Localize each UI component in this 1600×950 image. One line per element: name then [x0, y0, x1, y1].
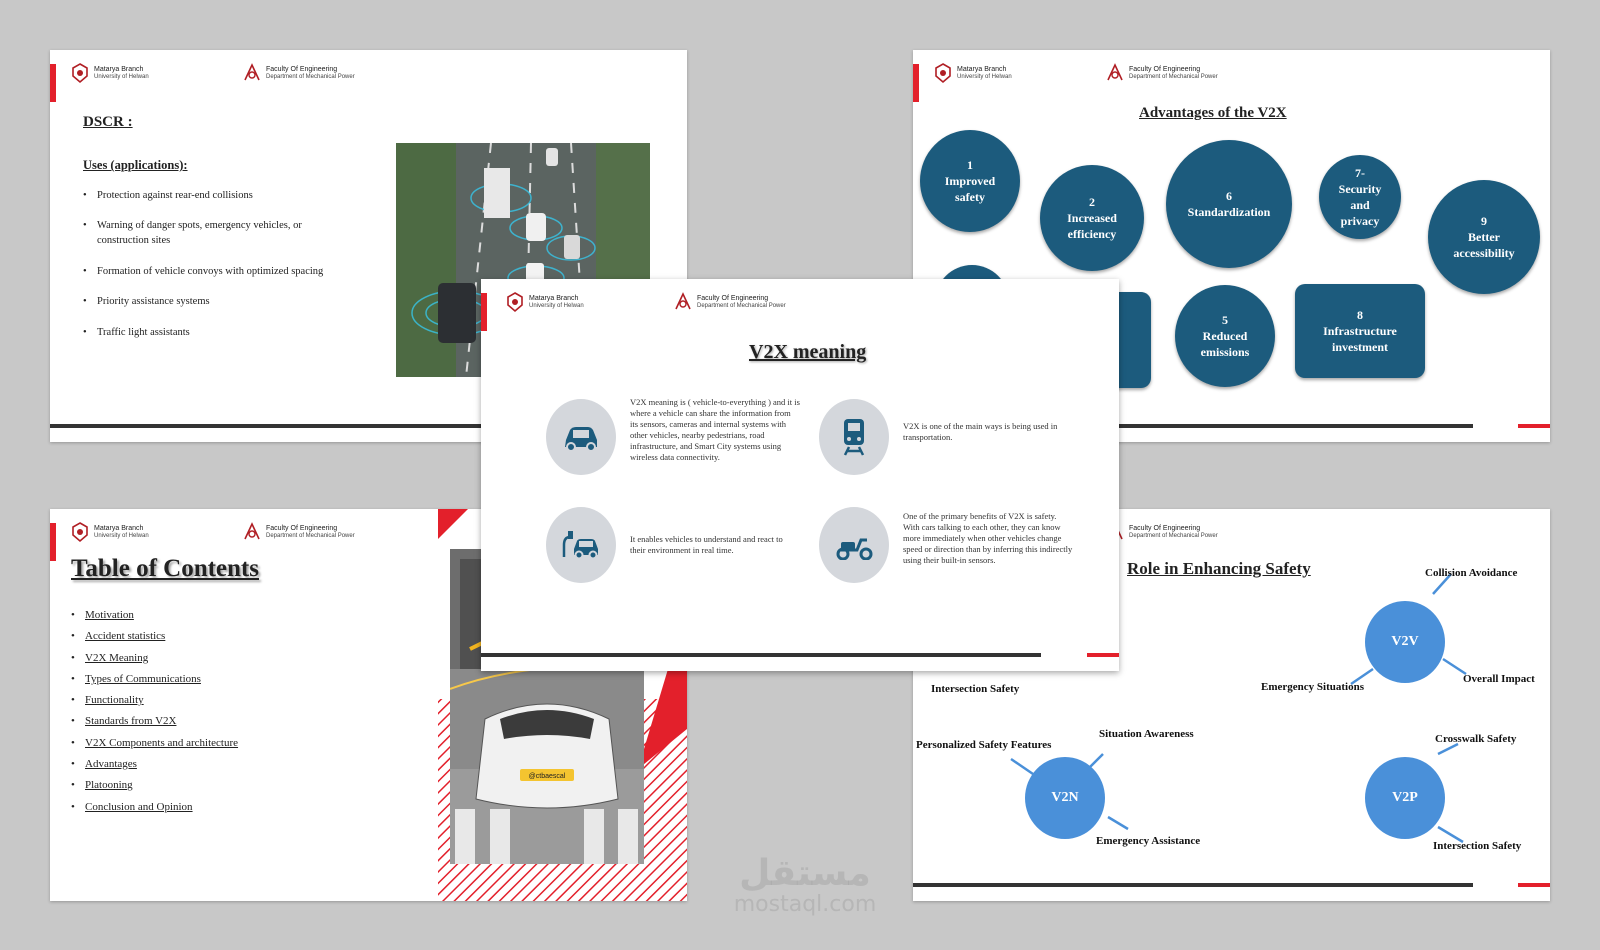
- accent-bar: [481, 293, 487, 331]
- list-item: Protection against rear-end collisions: [97, 190, 253, 201]
- university-emblem-icon: [505, 291, 525, 313]
- slide-title: DSCR :: [83, 114, 133, 130]
- circle-text: Reduced: [1202, 329, 1248, 343]
- branding-line: University of Helwan: [529, 302, 584, 309]
- slide-title: Advantages of the V2X: [1139, 105, 1287, 121]
- circle-text: 5: [1222, 313, 1228, 327]
- v2v-node: V2V: [1365, 601, 1445, 683]
- circle-text: efficiency: [1067, 227, 1117, 241]
- faculty-logo: [242, 62, 355, 84]
- branding-line: University of Helwan: [94, 532, 149, 539]
- train-icon-circle: [819, 399, 889, 475]
- list-item: Priority assistance systems: [97, 296, 210, 307]
- train-icon: [839, 417, 869, 457]
- toc-item[interactable]: [71, 775, 238, 796]
- circle-text: 6: [1226, 189, 1232, 203]
- university-emblem-icon: [70, 521, 90, 543]
- role-label: Situation Awareness: [1099, 728, 1194, 740]
- circle-text: Increased: [1067, 211, 1117, 225]
- list-item: Traffic light assistants: [97, 327, 190, 338]
- list-item: Warning of danger spots, emergency vehicles, or: [97, 220, 302, 231]
- toc-link[interactable]: Types of Communications: [85, 672, 201, 685]
- box-text: investment: [1332, 340, 1388, 354]
- bullet: •: [83, 220, 87, 231]
- v2n-node: V2N: [1025, 757, 1105, 839]
- circle-text: 2: [1089, 195, 1095, 209]
- role-label: Emergency Assistance: [1096, 835, 1201, 847]
- car-icon: [560, 422, 602, 452]
- circle-text: Standardization: [1187, 205, 1271, 219]
- university-emblem-icon: [70, 62, 90, 84]
- slide-title: V2X meaning: [749, 341, 867, 363]
- faculty-logo: [242, 521, 355, 543]
- faculty-emblem-icon: [673, 291, 693, 313]
- branding-line: Faculty Of Engineering: [266, 524, 338, 532]
- toc-item[interactable]: [71, 711, 238, 732]
- meaning-desc: V2X is one of the main ways is being used in transportation.: [903, 421, 1058, 442]
- toc-link[interactable]: V2X Meaning: [85, 651, 149, 664]
- circle-text: 9: [1481, 214, 1487, 228]
- circle-text: emissions: [1200, 345, 1250, 359]
- ev-charging-icon: [560, 527, 602, 563]
- branding-line: Department of Mechanical Power: [1129, 532, 1218, 539]
- slide-title: Role in Enhancing Safety: [1127, 559, 1311, 578]
- circle-text: Better: [1468, 230, 1500, 244]
- footer-accent: [1087, 653, 1119, 657]
- toc-item[interactable]: [71, 733, 238, 754]
- v2p-node: V2P: [1365, 757, 1445, 839]
- toc-item[interactable]: [71, 754, 238, 775]
- meaning-desc: It enables vehicles to understand and react to their environment in real time.: [630, 534, 783, 555]
- university-logo: [70, 62, 149, 84]
- advantage-circle: [1319, 155, 1401, 239]
- branding-line: Matarya Branch: [957, 65, 1007, 73]
- toc-item[interactable]: [71, 605, 238, 626]
- faculty-emblem-icon: [242, 62, 262, 84]
- branding-line: University of Helwan: [957, 73, 1012, 80]
- role-label: Intersection Safety: [1433, 840, 1522, 852]
- role-label: Collision Avoidance: [1425, 567, 1518, 579]
- circle-text: Security: [1338, 182, 1382, 196]
- university-emblem-icon: [933, 62, 953, 84]
- circle-text: privacy: [1340, 214, 1380, 228]
- toc-item[interactable]: [71, 797, 238, 818]
- toc-item[interactable]: [71, 669, 238, 690]
- advantage-circle: [1428, 180, 1540, 294]
- circle-text: safety: [955, 190, 985, 204]
- faculty-emblem-icon: [1105, 62, 1125, 84]
- branding-line: Matarya Branch: [94, 65, 144, 73]
- bullet: •: [83, 190, 87, 201]
- meaning-desc: V2X meaning is ( vehicle-to-everything ) and it is where a vehicle can share the information from its sensors, cameras and internal systems with other vehicles, nearby pedestrians, road infrastructure, and Smart City systems using wireless data connectivity.: [630, 397, 800, 462]
- accent-bar: [50, 64, 56, 102]
- advantage-circle: [920, 130, 1020, 232]
- car-icon-circle: [546, 399, 616, 475]
- accent-bar: [50, 523, 56, 561]
- advantage-circle: [1040, 165, 1144, 271]
- slide-subtitle: Uses (applications):: [83, 158, 188, 172]
- university-logo: [933, 62, 1012, 84]
- toc-item[interactable]: [71, 626, 238, 647]
- branding-line: Faculty Of Engineering: [266, 65, 338, 73]
- toc-link[interactable]: Accident statistics: [85, 630, 166, 643]
- toc-link[interactable]: Platooning: [85, 779, 133, 792]
- watermark: [700, 855, 910, 917]
- slide-meaning: [481, 279, 1119, 671]
- faculty-logo: [1105, 62, 1218, 84]
- watermark-latin: mostaql.com: [733, 892, 877, 917]
- role-label: Overall Impact: [1463, 673, 1535, 685]
- branding-line: Matarya Branch: [529, 294, 579, 302]
- circle-text: 1: [967, 158, 973, 172]
- footer-line: [481, 653, 1041, 657]
- branding-line: Matarya Branch: [94, 524, 144, 532]
- toc-list: [71, 605, 238, 818]
- footer-line: [913, 883, 1473, 887]
- bullet: •: [83, 296, 87, 307]
- branding-line: Faculty Of Engineering: [1129, 65, 1201, 73]
- role-label: Personalized Safety Features: [916, 739, 1052, 751]
- ev-icon-circle: [546, 507, 616, 583]
- advantage-circle: [1175, 285, 1275, 387]
- toc-link[interactable]: Standards from V2X: [85, 715, 177, 728]
- toc-link[interactable]: V2X Components and architecture: [85, 736, 239, 749]
- toc-item[interactable]: [71, 690, 238, 711]
- scooter-icon-circle: [819, 507, 889, 583]
- branding-line: Department of Mechanical Power: [697, 302, 786, 309]
- faculty-emblem-icon: [242, 521, 262, 543]
- box-text: 8: [1357, 308, 1363, 322]
- toc-link[interactable]: Advantages: [85, 758, 137, 771]
- branding-line: Department of Mechanical Power: [1129, 73, 1218, 80]
- toc-link[interactable]: Motivation: [85, 609, 134, 621]
- branding-line: Department of Mechanical Power: [266, 532, 355, 539]
- list-item: Formation of vehicle convoys with optimized spacing: [97, 266, 324, 277]
- license-plate: @ctbaescal: [528, 773, 566, 780]
- advantage-box: [1295, 284, 1425, 378]
- toc-link[interactable]: Conclusion and Opinion: [85, 800, 193, 813]
- role-label: Intersection Safety: [931, 683, 1020, 695]
- role-label: Crosswalk Safety: [1435, 733, 1517, 745]
- university-logo: [70, 521, 149, 543]
- branding-line: Department of Mechanical Power: [266, 73, 355, 80]
- branding-line: Faculty Of Engineering: [1129, 524, 1201, 532]
- branding-line: University of Helwan: [94, 73, 149, 80]
- circle-text: Improved: [944, 174, 996, 188]
- meaning-desc: One of the primary benefits of V2X is safety. With cars talking to each other, they can know more immediately when other vehicles change speed or direction than by inferring this indirectly using their built-in sensors.: [903, 511, 1073, 565]
- circle-text: 7-: [1355, 166, 1365, 180]
- bullet: •: [83, 266, 87, 277]
- faculty-logo: [673, 291, 786, 313]
- branding-line: Faculty Of Engineering: [697, 294, 769, 302]
- box-text: Infrastructure: [1323, 324, 1397, 338]
- toc-item[interactable]: [71, 648, 238, 669]
- watermark-arabic: مستقل: [739, 853, 871, 894]
- footer-accent: [1518, 883, 1550, 887]
- university-logo: [505, 291, 584, 313]
- bullet: •: [83, 327, 87, 338]
- advantage-circle: [1166, 140, 1292, 268]
- role-label: Emergency Situations: [1261, 681, 1364, 693]
- slide-title: Table of Contents: [71, 555, 259, 582]
- scooter-icon: [833, 530, 875, 560]
- toc-link[interactable]: Functionality: [85, 694, 144, 707]
- accent-bar: [913, 64, 919, 102]
- list-item: construction sites: [97, 235, 171, 246]
- circle-text: and: [1350, 198, 1370, 212]
- circle-text: accessibility: [1453, 246, 1515, 260]
- footer-accent: [1518, 424, 1550, 428]
